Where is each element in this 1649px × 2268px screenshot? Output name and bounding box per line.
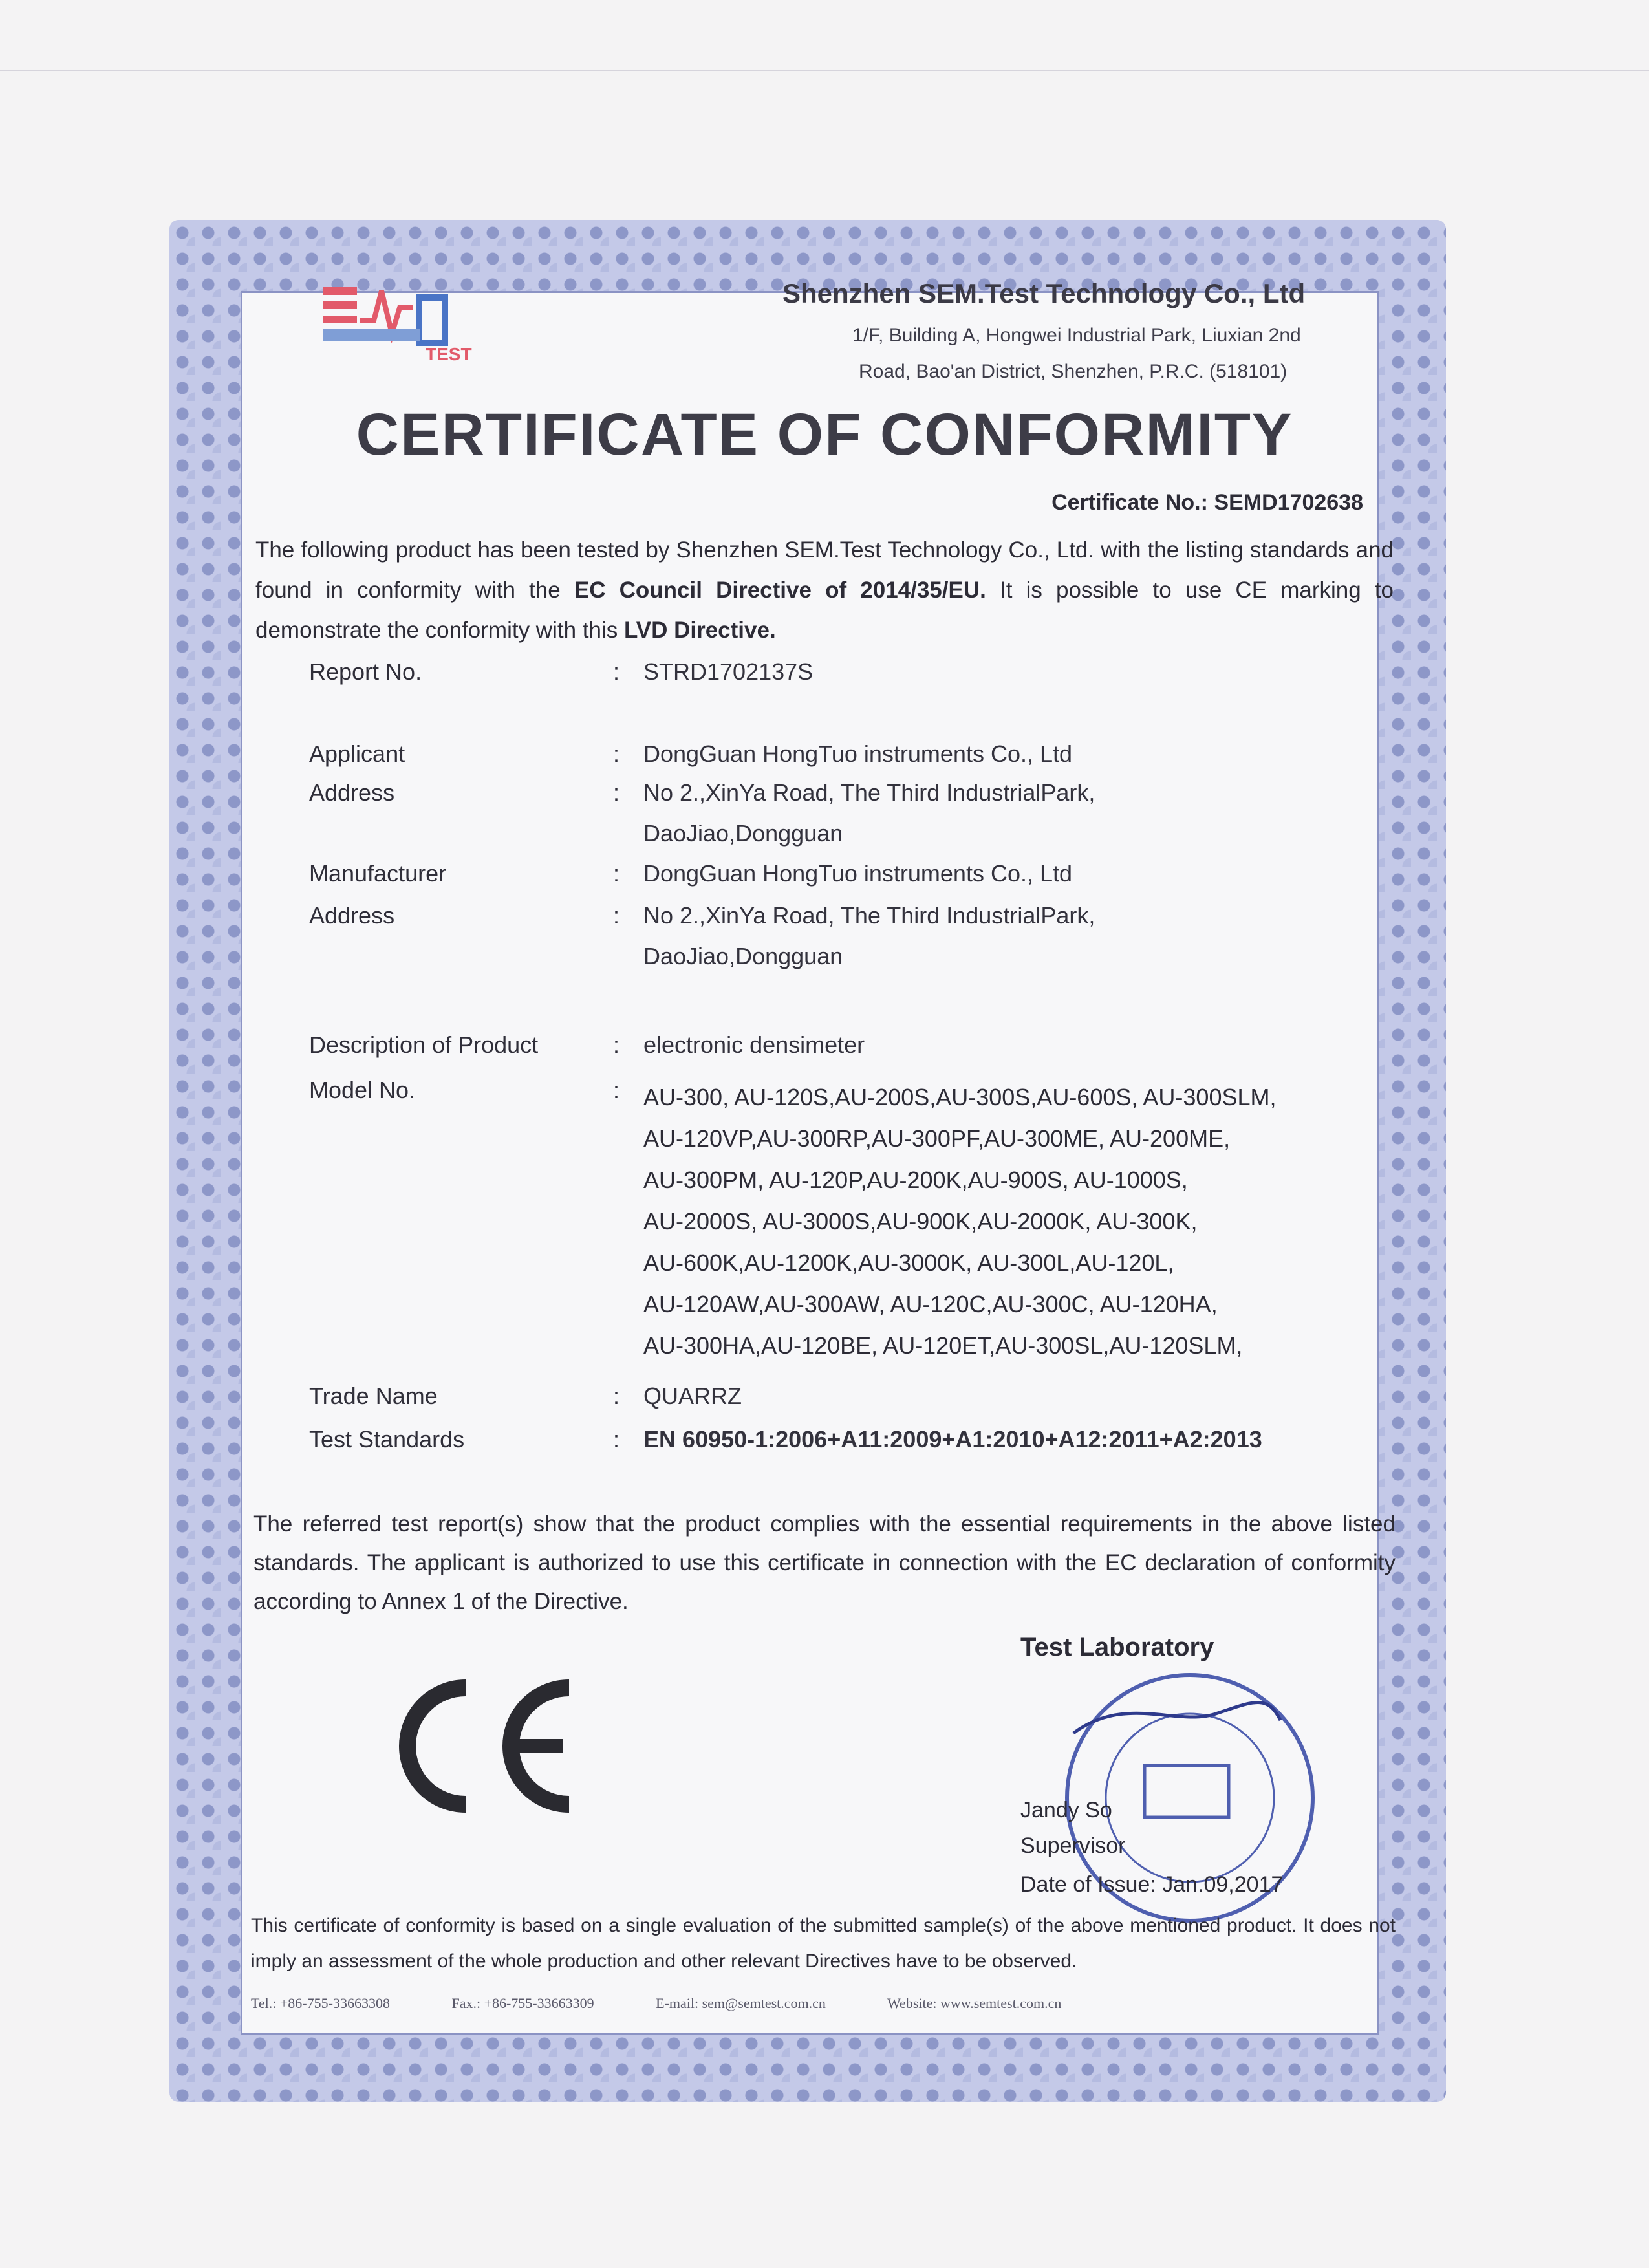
signatory-title: Supervisor [1020,1833,1126,1858]
footer-contacts [251,1995,1119,2012]
company-address-line1: 1/F, Building A, Hongwei Industrial Park, Liuxian 2nd [852,325,1301,346]
footer-website[interactable]: Website: www.semtest.com.cn [887,1995,1062,2011]
model-line: AU-300PM, AU-120P,AU-200K,AU-900S, AU-1000S, [643,1167,1188,1193]
colon: : [613,1077,620,1103]
model-line: AU-120AW,AU-300AW, AU-120C,AU-300C, AU-120HA, [643,1291,1218,1317]
company-logo [322,272,503,369]
certificate-title: CERTIFICATE OF CONFORMITY [356,402,1293,468]
footer-disclaimer: This certificate of conformity is based on a single evaluation of the submitted sample(s) of the above mentioned product. It does not imply an assessment of the whole production and other relevant Directives have to be observed. [251,1915,1396,1972]
model-line: AU-2000S, AU-3000S,AU-900K,AU-2000K, AU-300K, [643,1208,1198,1235]
outro-paragraph: The referred test report(s) show that the product complies with the essential requirements in the above listed standards. The applicant is authorized to use this certificate in connection with the EC declaration of conformity according to Annex 1 of the Directive. [253,1511,1396,1614]
company-address-line2: Road, Bao'an District, Shenzhen, P.R.C. (518101) [859,361,1288,382]
colon: : [613,902,620,929]
model-no-list [643,1077,1277,1366]
intro-text-2: It is possible to use CE marking to demonstrate the conformity with this [255,578,1394,643]
applicant-address-label: Address [309,779,395,806]
scan-top-line [0,70,1649,71]
report-no-value: STRD1702137S [643,658,814,685]
colon: : [613,779,620,806]
colon: : [613,658,620,685]
applicant-address-line2: DaoJiao,Dongguan [643,820,843,847]
test-standards-value: EN 60950-1:2006+A11:2009+A1:2010+A12:2011+A2:2013 [643,1426,1262,1453]
footer-fax: Fax.: +86-755-33663309 [451,1995,594,2011]
ce-mark [375,1675,588,1817]
intro-paragraph [255,530,1394,651]
footer-email[interactable]: E-mail: sem@semtest.com.cn [656,1995,826,2011]
intro-directive: EC Council Directive of 2014/35/EU. [574,578,986,603]
manufacturer-label: Manufacturer [309,860,447,887]
model-line: AU-300HA,AU-120BE, AU-120ET,AU-300SL,AU-120SLM, [643,1332,1243,1359]
applicant-label: Applicant [309,740,405,767]
model-line: AU-600K,AU-1200K,AU-3000K, AU-300L,AU-120L, [643,1249,1174,1276]
manufacturer-address-label: Address [309,902,395,929]
test-laboratory-label: Test Laboratory [1020,1633,1214,1661]
colon: : [613,1031,620,1058]
company-name: Shenzhen SEM.Test Technology Co., Ltd [782,278,1306,308]
certificate-number: Certificate No.: SEMD1702638 [1051,490,1363,515]
colon: : [613,740,620,767]
description-label: Description of Product [309,1031,539,1058]
trade-name-value: QUARRZ [643,1383,742,1409]
trade-name-label: Trade Name [309,1383,438,1409]
applicant-value: DongGuan HongTuo instruments Co., Ltd [643,740,1073,767]
test-standards-label: Test Standards [309,1426,465,1453]
footer-tel: Tel.: +86-755-33663308 [251,1995,390,2011]
signatory-name: Jandy So [1020,1798,1112,1822]
model-no-label: Model No. [309,1077,416,1103]
colon: : [613,1383,620,1409]
manufacturer-address-line2: DaoJiao,Dongguan [643,943,843,969]
model-line: AU-120VP,AU-300RP,AU-300PF,AU-300ME, AU-200ME, [643,1125,1231,1152]
logo-text: TEST [426,344,472,364]
manufacturer-value: DongGuan HongTuo instruments Co., Ltd [643,860,1073,887]
applicant-address-line1: No 2.,XinYa Road, The Third IndustrialPark, [643,779,1095,806]
model-line: AU-300, AU-120S,AU-200S,AU-300S,AU-600S, AU-300SLM, [643,1084,1277,1110]
intro-text-1: The following product has been tested by Shenzhen SEM.Test Technology Co., Ltd. with the listing standards and found in conformity with the [255,537,1394,603]
colon: : [613,860,620,887]
date-of-issue: Date of Issue: Jan.09,2017 [1020,1872,1284,1897]
manufacturer-address-line1: No 2.,XinYa Road, The Third IndustrialPark, [643,902,1095,929]
colon: : [613,1426,620,1453]
description-value: electronic densimeter [643,1031,865,1058]
report-no-label: Report No. [309,658,422,685]
intro-lvd: LVD Directive. [623,618,776,643]
